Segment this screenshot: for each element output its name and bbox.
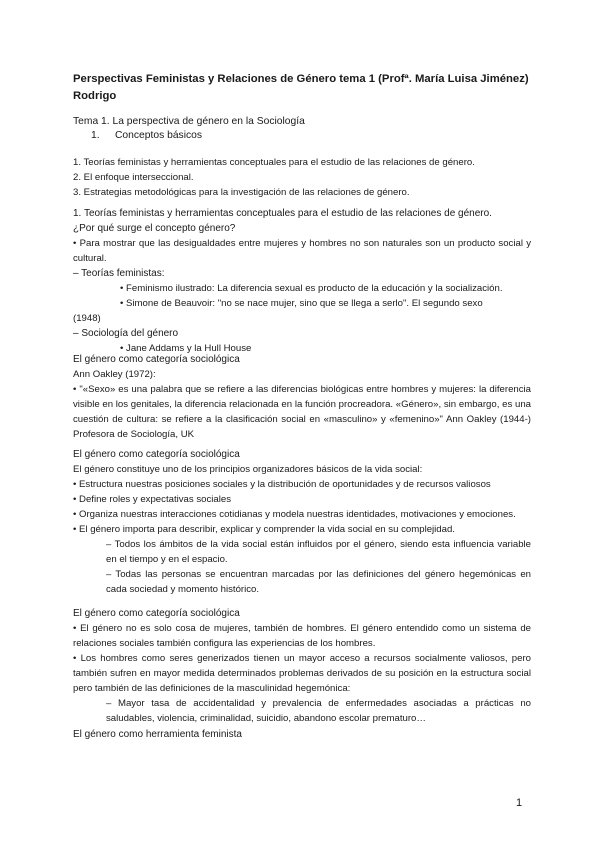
section-categoria-3 bbox=[73, 606, 531, 726]
bullet-item: • Jane Addams y la Hull House bbox=[120, 343, 252, 354]
section-herramienta bbox=[73, 727, 531, 742]
table-of-contents bbox=[73, 155, 531, 200]
subheading-conceptos bbox=[73, 128, 549, 144]
bullet-item: • Para mostrar que las desigualdades entre mujeres y hombres no son naturales son un producto social y cultural. bbox=[73, 238, 531, 264]
subsection-label: – Teorías feministas: bbox=[73, 268, 165, 279]
bullet-item: • El género no es solo cosa de mujeres, también de hombres. El género entendido como un sistema de relaciones sociales también configura las experiencias de los hombres. bbox=[73, 623, 531, 649]
section-categoria-1 bbox=[73, 352, 531, 442]
quote-paragraph: • "«Sexo» es una palabra que se refiere a las diferencias biológicas entre hombres y mujeres: la diferencia visible en los genitales, la diferencia relacionada en la función procreadora. «Género», sin embargo, es una cuestión de cultura: se refiere a la clasificación social en «masculino» y «femenino»" Ann Oakley (1944-) Profesora de Sociología, UK bbox=[73, 384, 531, 440]
section-teorias bbox=[73, 206, 531, 356]
bullet-item: • Los hombres como seres generizados tienen un mayor acceso a recursos socialmente valiosos, pero también sufren en mayor medida determinados problemas derivados de su posición en la estructura social pero también de las definiciones de la masculinidad hegemónica: bbox=[73, 653, 531, 694]
section-heading: El género como herramienta feminista bbox=[73, 729, 242, 740]
section-heading: El género como categoría sociológica bbox=[73, 354, 240, 365]
bullet-item: • Simone de Beauvoir: "no se nace mujer, sino que se llega a serlo". El segundo sexo bbox=[120, 298, 483, 309]
dash-item: – Todos los ámbitos de la vida social están influidos por el género, siendo esta influencia variable en el tiempo y en el espacio. bbox=[106, 539, 531, 565]
bullet-item: • Feminismo ilustrado: La diferencia sexual es producto de la educación y la socialización. bbox=[120, 283, 503, 294]
question: ¿Por qué surge el concepto género? bbox=[73, 223, 236, 234]
bullet-item: • Estructura nuestras posiciones sociales y la distribución de oportunidades y de recursos valiosos bbox=[73, 479, 491, 490]
toc-item: 1. Teorías feministas y herramientas conceptuales para el estudio de las relaciones de género. bbox=[73, 157, 475, 168]
toc-item: 2. El enfoque interseccional. bbox=[73, 172, 194, 183]
section-heading: 1. Teorías feministas y herramientas conceptuales para el estudio de las relaciones de género. bbox=[73, 208, 492, 219]
bullet-item: • El género importa para describir, explicar y comprender la vida social en su complejidad. bbox=[73, 524, 455, 535]
toc-item: 3. Estrategias metodológicas para la investigación de las relaciones de género. bbox=[73, 187, 410, 198]
bullet-continuation: (1948) bbox=[73, 313, 101, 324]
page-number: 1 bbox=[516, 797, 523, 809]
subheading-number: 1. bbox=[91, 130, 100, 141]
section-categoria-2 bbox=[73, 447, 531, 597]
section-heading: El género como categoría sociológica bbox=[73, 608, 240, 619]
section-heading: El género como categoría sociológica bbox=[73, 449, 240, 460]
tema-heading: Tema 1. La perspectiva de género en la Sociología bbox=[73, 116, 305, 127]
intro-line: El género constituye uno de los principios organizadores básicos de la vida social: bbox=[73, 464, 423, 475]
bullet-item: • Organiza nuestras interacciones cotidianas y modela nuestras identidades, motivaciones y emociones. bbox=[73, 509, 516, 520]
subheading-label: Conceptos básicos bbox=[115, 130, 203, 141]
document-title: Perspectivas Feministas y Relaciones de Género tema 1 (Profª. María Luisa Jiménez) Rodrigo bbox=[73, 73, 529, 102]
bullet-item: • Define roles y expectativas sociales bbox=[73, 494, 231, 505]
subsection-label: – Sociología del género bbox=[73, 328, 179, 339]
dash-item: – Mayor tasa de accidentalidad y prevalencia de enfermedades asociadas a prácticas no saludables, violencia, criminalidad, suicidio, abandono escolar prematuro… bbox=[106, 698, 531, 724]
dash-item: – Todas las personas se encuentran marcadas por las definiciones del género hegemónicas en cada sociedad y momento histórico. bbox=[106, 569, 531, 595]
author-line: Ann Oakley (1972): bbox=[73, 369, 156, 380]
